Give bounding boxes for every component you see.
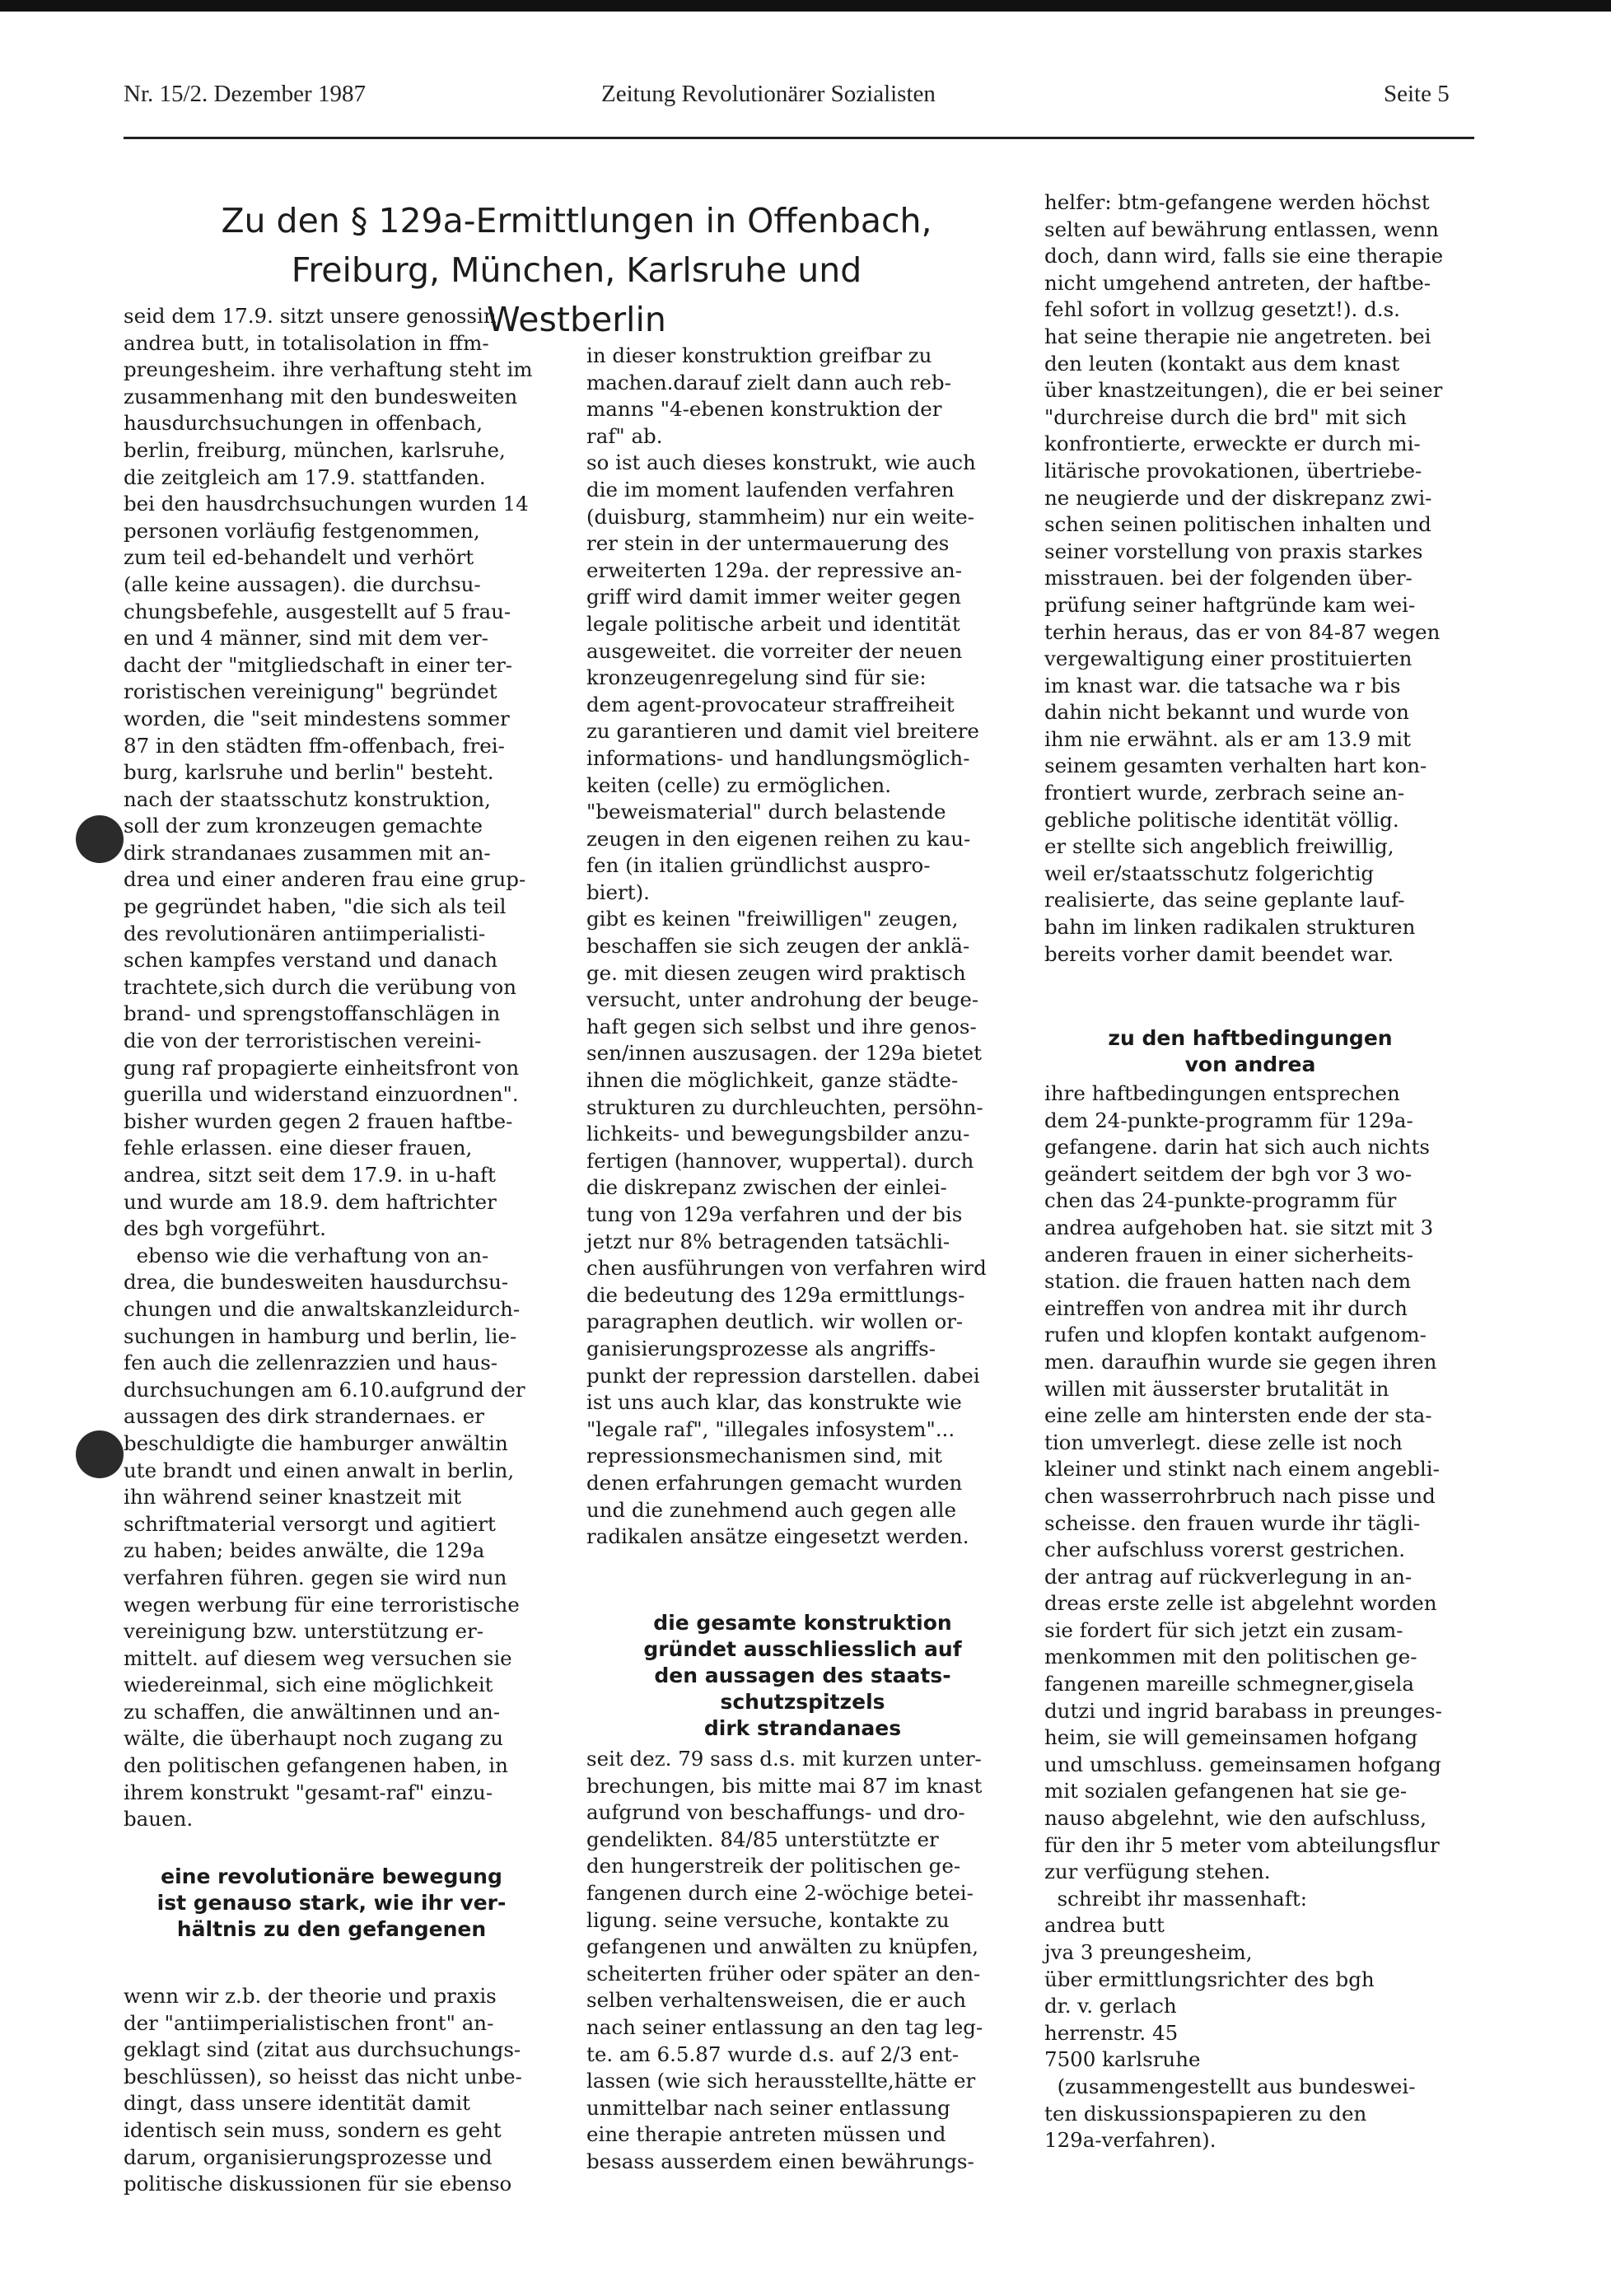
punch-hole-lower xyxy=(76,1430,124,1478)
header-rule xyxy=(124,137,1474,139)
article-title-line2: Freiburg, München, Karlsruhe und Westberlin xyxy=(291,250,862,339)
column-2-text: in dieser konstruktion greifbar zu machen.darauf zielt dann auch reb- manns "4-ebenen konstruktion der raf" ab. so ist auch dieses konstrukt, wie auch die im moment laufenden verfahren (duisburg, stammheim) nur ein weite- rer stein in der untermauerung des erweiterten 129a. der repressive an- griff wird damit immer weiter gegen legale politische arbeit und identität ausgeweitet. die vorreiter der neuen kronzeugenregelung sind für sie: dem agent-provocateur straffreiheit zu garantieren und damit viel breitere informations- und handlungsmöglich- keiten (celle) zu ermöglichen. "beweismaterial" durch belastende zeugen in den eigenen reihen zu kau- fen (in italien gründlichst auspro- biert). gibt es keinen "freiwilligen" zeugen, beschaffen sie sich zeugen der anklä- ge. mit diesen zeugen wird praktisch versucht, unter androhung der beuge- haft gegen sich selbst und ihre genos- sen/innen auszusagen. der 129a bietet ihnen die möglichkeit, ganze städte- strukturen zu durchleuchten, persöhn- lichkeits- und bewegungsbilder anzu- fertigen (hannover, wuppertal). durch die diskrepanz zwischen der einlei- tung von 129a verfahren und der bis jetzt nur 8% betragenden tatsächli- chen ausführungen von verfahren wird die bedeutung des 129a ermittlungs- paragraphen deutlich. wir wollen or- ganisierungsprozesse als angriffs- punkt der repression darstellen. dabei ist uns auch klar, das konstrukte wie "legale raf", "illegales infosystem"... repressionsmechanismen sind, mit denen erfahrungen gemacht wurden und die zunehmend auch gegen alle radikalen ansätze eingesetzt werden. xyxy=(586,343,987,1549)
page-number: Seite 5 xyxy=(1384,81,1450,107)
column-1-heading: eine revolutionäre bewegung ist genauso stark, wie ihr ver- hältnis zu den gefangenen xyxy=(156,1864,507,1941)
issue-number: Nr. 15/2. Dezember 1987 xyxy=(124,81,366,107)
publication-name: Zeitung Revolutionärer Sozialisten xyxy=(601,81,936,107)
column-3-text: helfer: btm-gefangene werden höchst selten auf bewährung entlassen, wenn doch, dann wird, falls sie eine therapie nicht umgehend antreten, der haftbe- fehl sofort in vollzug gesetzt!). d.s. hat seine therapie nie angetreten. bei den leuten (kontakt aus dem knast über knastzeitungen), die er bei seiner "durchreise durch die brd" mit sich konfrontierte, erweckte er durch mi- litärische provokationen, übertriebe- ne neugierde und der diskrepanz zwi- schen seinen politischen inhalten und seiner vorstellung von praxis starkes misstrauen. bei der folgenden über- prüfung seiner haftgründe kam wei- terhin heraus, das er von 84-87 wegen vergewaltigung einer prostituierten im knast war. die tatsache wa r bis dahin nicht bekannt und wurde von ihm nie erwähnt. als er am 13.9 mit seinem gesamten verhalten hart kon- frontiert wurde, zerbrach seine an- gebliche politische identität völlig. er stellte sich angeblich freiwillig, weil er/staatsschutz folgerichtig realisierte, das seine geplante lauf- bahn im linken radikalen strukturen bereits vorher damit beendet war. xyxy=(1044,190,1444,966)
column-3-text-2: ihre haftbedingungen entsprechen dem 24-punkte-programm für 129a- gefangene. darin hat sich auch nichts geändert seitdem der bgh vor 3 wo- chen das 24-punkte-programm für andrea aufgehoben hat. sie sitzt mit 3 anderen frauen in einer sicherheits- station. die frauen hatten nach dem eintreffen von andrea mit ihr durch rufen und klopfen kontakt aufgenom- men. daraufhin wurde sie gegen ihren willen mit äusserster brutalität in eine zelle am hintersten ende der sta- tion umverlegt. diese zelle ist noch kleiner und stinkt nach einem angebli- chen wasserrohrbruch nach pisse und scheisse. den frauen wurde ihr tägli- cher aufschluss vorerst gestrichen. der antrag auf rückverlegung in an- dreas erste zelle ist abgelehnt worden sie fordert für sich jetzt ein zusam- menkommen mit den politischen ge- fangenen mareille schmegner,gisela dutzi und ingrid barabass in preunges- heim, sie will gemeinsamen hofgang und umschluss. gemeinsamen hofgang mit sozialen gefangenen hat sie ge- nauso abgelehnt, wie den aufschluss, für den ihr 5 meter vom abteilungsflur zur verfügung stehen. schreibt ihr massenhaft: andrea butt jva 3 preungesheim, über ermittlungsrichter des bgh dr. v. gerlach herrenstr. 45 7500 karlsruhe (zusammengestellt aus bundeswei- ten diskussionspapieren zu den 129a-verfahren). xyxy=(1044,1081,1442,2153)
column-1-text: seid dem 17.9. sitzt unsere genossin andrea butt, in totalisolation in ffm- preungesheim. ihre verhaftung steht im zusammenhang mit den bundesweiten hausdurchsuchungen in offenbach, berlin, freiburg, münchen, karlsruhe, die zeitgleich am 17.9. stattfanden. bei den hausdrchsuchungen wurden 14 personen vorläufig festgenommen, zum teil ed-behandelt und verhört (alle keine aussagen). die durchsu- chungsbefehle, ausgestellt auf 5 frau- en und 4 männer, sind mit dem ver- dacht der "mitgliedschaft in einer ter- roristischen vereinigung" begründet worden, die "seit mindestens sommer 87 in den städten ffm-offenbach, frei- burg, karlsruhe und berlin" besteht. nach der staatsschutz konstruktion, soll der zum kronzeugen gemachte dirk strandanaes zusammen mit an- drea und einer anderen frau eine grup- pe gegründet haben, "die sich als teil des revolutionären antiimperialisti- schen kampfes verstand und danach trachtete,sich durch die verübung von brand- und sprengstoffanschlägen in die von der terroristischen vereini- gung raf propagierte einheitsfront von guerilla und widerstand einzuordnen". bisher wurden gegen 2 frauen haftbe- fehle erlassen. eine dieser frauen, andrea, sitzt seit dem 17.9. in u-haft und wurde am 18.9. dem haftrichter des bgh vorgeführt. ebenso wie die verhaftung von an- drea, die bundesweiten hausdurchsu- chungen und die anwaltskanzleidurch- suchungen in hamburg und berlin, lie- fen auch die zellenrazzien und haus- durchsuchungen am 6.10.aufgrund der aussagen des dirk strandernaes. er beschuldigte die hamburger anwältin ute brandt und einen anwalt in berlin, ihn während seiner knastzeit mit schriftmaterial versorgt und agitiert zu haben; beides anwälte, die 129a verfahren führen. gegen sie wird nun wegen werbung für eine terroristische vereinigung bzw. unterstützung er- mittelt. auf diesem weg versuchen sie wiedereinmal, sich eine möglichkeit zu schaffen, die anwältinnen und an- wälte, die überhaupt noch zugang zu den politischen gefangenen haben, in ihrem konstrukt "gesamt-raf" einzu- bauen. xyxy=(124,304,533,1832)
column-1-text-2: wenn wir z.b. der theorie und praxis der "antiimperialistischen front" an- geklagt sind (zitat aus durchsuchungs- beschlüssen), so heisst das nicht unbe- dingt, dass unsere identität damit identisch sein muss, sondern es geht darum, organisierungsprozesse und politische diskussionen für sie ebenso xyxy=(124,1984,522,2196)
column-2-heading: die gesamte konstruktion gründet ausschliesslich auf den aussagen des staats- schutzspitzels dirk strandanaes xyxy=(643,1611,962,1740)
column-3-heading: zu den haftbedingungen von andrea xyxy=(1108,1026,1393,1076)
article-title-line1: Zu den § 129a-Ermittlungen in Offenbach, xyxy=(221,201,932,240)
column-2-text-2: seit dez. 79 sass d.s. mit kurzen unter- brechungen, bis mitte mai 87 im knast aufgrund von beschaffungs- und dro- gendelikten. 84/85 unterstützte er den hungerstreik der politischen ge- fangenen durch eine 2-wöchige betei- ligung. seine versuche, kontakte zu gefangenen und anwälten zu knüpfen, scheiterten früher oder später an den- selben verhaltensweisen, die er auch nach seiner entlassung an den tag leg- te. am 6.5.87 wurde d.s. auf 2/3 ent- lassen (wie sich herausstellte,hätte er unmittelbar nach seiner entlassung eine therapie antreten müssen und besass ausserdem einen bewährungs- xyxy=(586,1747,983,2173)
page-top-edge xyxy=(0,0,1611,12)
punch-hole-upper xyxy=(76,815,124,863)
